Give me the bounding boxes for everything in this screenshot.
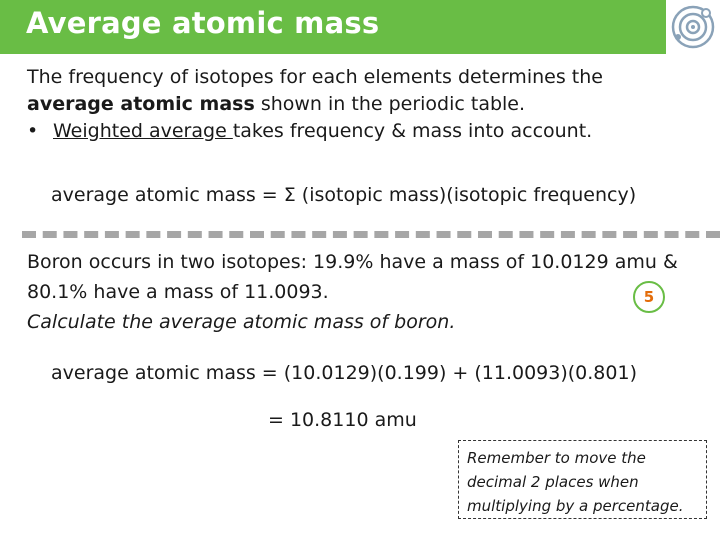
average-atomic-mass-term: average atomic mass (27, 93, 255, 115)
intro-line-2-rest: shown in the periodic table. (254, 93, 526, 115)
bullet-marker: • (27, 120, 39, 142)
intro-line-2 (27, 91, 707, 118)
problem-line-3: Calculate the average atomic mass of boron. (27, 311, 456, 333)
bullet-item (27, 118, 707, 145)
general-formula: average atomic mass = Σ (isotopic mass)(isotopic frequency) (51, 184, 637, 206)
problem-line-1: Boron occurs in two isotopes: 19.9% have a mass of 10.0129 amu & (27, 251, 678, 273)
problem-statement (27, 247, 717, 337)
bullet-text: takes frequency & mass into account. (232, 120, 593, 142)
reminder-note (458, 440, 707, 519)
solution-equation: average atomic mass = (10.0129)(0.199) + (11.0093)(0.801) (51, 362, 637, 384)
intro-line-1: The frequency of isotopes for each elements determines the (27, 66, 603, 88)
intro-text (27, 64, 707, 145)
section-divider (22, 231, 720, 238)
note-line-3: multiplying by a percentage. (467, 497, 684, 515)
problem-number-badge: 5 (633, 281, 665, 313)
problem-line-2: 80.1% have a mass of 11.0093. (27, 281, 329, 303)
title-bar (0, 0, 666, 54)
solution-result: = 10.8110 amu (268, 409, 417, 431)
note-line-2: decimal 2 places when (467, 473, 639, 491)
atom-orbit-icon (670, 4, 716, 50)
weighted-average-term: Weighted average (53, 120, 233, 142)
page-title: Average atomic mass (26, 6, 380, 40)
note-line-1: Remember to move the (467, 449, 646, 467)
